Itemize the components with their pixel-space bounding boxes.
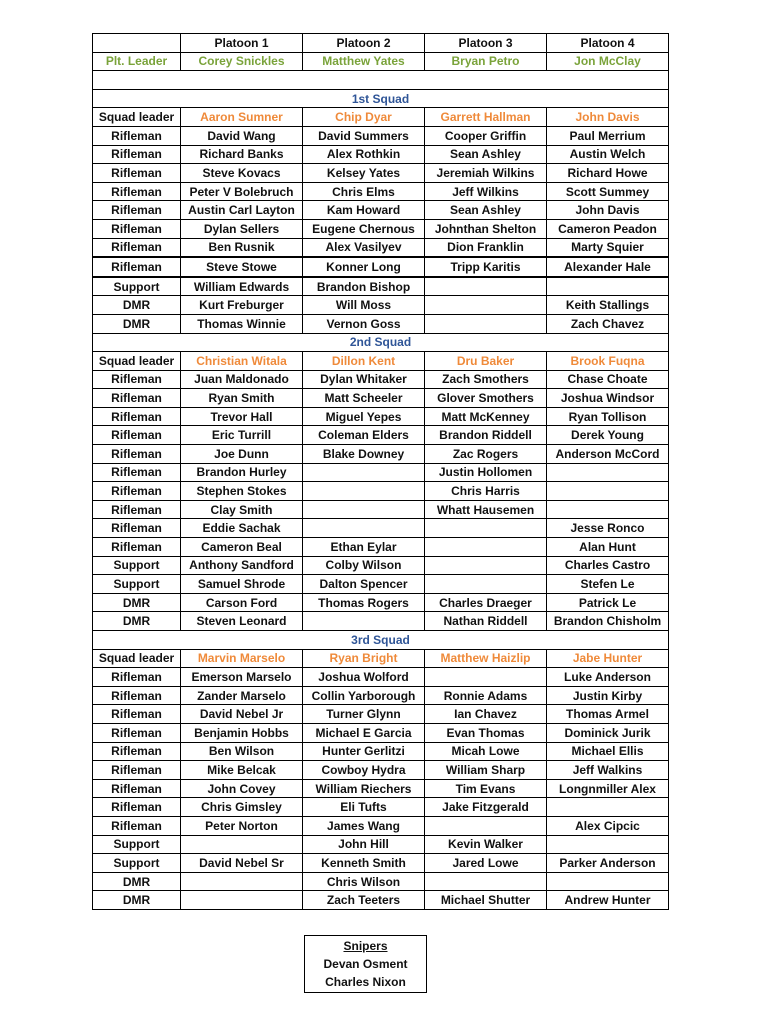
roster-row [93,445,669,464]
roster-row [93,296,669,315]
role-label: DMR [93,296,181,315]
roster-row [93,314,669,333]
member-name: Dalton Spencer [303,575,425,594]
member-name: Joe Dunn [181,445,303,464]
member-name: Joshua Wolford [303,668,425,687]
header-row [93,34,669,53]
member-name: Vernon Goss [303,314,425,333]
member-name: Eli Tufts [303,798,425,817]
role-label: Rifleman [93,126,181,145]
member-name: Marty Squier [547,238,669,257]
member-name [547,463,669,482]
member-name [425,277,547,296]
row-label: Squad leader [93,108,181,127]
member-name: Chris Harris [425,482,547,501]
roster-row [93,538,669,557]
roster-row [93,389,669,408]
member-name: Paul Merrium [547,126,669,145]
snipers-box [304,935,427,993]
role-label: Rifleman [93,164,181,183]
roster-row [93,816,669,835]
platoon-header: Platoon 2 [303,34,425,53]
member-name: John Covey [181,779,303,798]
squad-title-row [93,631,669,650]
member-name: Carson Ford [181,593,303,612]
member-name: Parker Anderson [547,854,669,873]
role-label: Support [93,575,181,594]
member-name: Matt McKenney [425,407,547,426]
member-name: Steven Leonard [181,612,303,631]
role-label: Rifleman [93,426,181,445]
member-name: Cooper Griffin [425,126,547,145]
member-name: Dion Franklin [425,238,547,257]
member-name: Derek Young [547,426,669,445]
squad-title: 3rd Squad [93,631,669,650]
platoon-header: Platoon 3 [425,34,547,53]
roster-row [93,575,669,594]
row-label: Plt. Leader [93,52,181,71]
member-name [303,463,425,482]
member-name [181,835,303,854]
member-name: William Edwards [181,277,303,296]
roster-row [93,519,669,538]
member-name [425,296,547,315]
member-name: Clay Smith [181,500,303,519]
role-label: Support [93,854,181,873]
role-label: Rifleman [93,500,181,519]
member-name [547,798,669,817]
member-name: Evan Thomas [425,723,547,742]
roster-row [93,854,669,873]
member-name [425,538,547,557]
member-name: Anthony Sandford [181,556,303,575]
corner-cell [93,34,181,53]
squad-leader-name: Brook Fuqna [547,352,669,371]
member-name: John Hill [303,835,425,854]
squad-leader-name: Dru Baker [425,352,547,371]
member-name: Tripp Karitis [425,257,547,277]
member-name: Michael Shutter [425,891,547,910]
member-name [303,482,425,501]
member-name: Eugene Chernous [303,219,425,238]
member-name [303,612,425,631]
role-label: Rifleman [93,482,181,501]
member-name: Emerson Marselo [181,668,303,687]
member-name [181,872,303,891]
member-name: David Nebel Jr [181,705,303,724]
roster-row [93,891,669,910]
roster-row [93,593,669,612]
squad-leader-name: Garrett Hallman [425,108,547,127]
member-name: Hunter Gerlitzi [303,742,425,761]
member-name: Peter Norton [181,816,303,835]
member-name: Justin Hollomen [425,463,547,482]
member-name: Chris Elms [303,182,425,201]
role-label: Support [93,835,181,854]
role-label: Rifleman [93,389,181,408]
member-name: Luke Anderson [547,668,669,687]
member-name: Ryan Tollison [547,407,669,426]
roster-row [93,182,669,201]
member-name: Collin Yarborough [303,686,425,705]
roster-row [93,201,669,220]
member-name: Cameron Beal [181,538,303,557]
sniper-name: Charles Nixon [325,975,406,989]
roster-row [93,500,669,519]
member-name: Brandon Chisholm [547,612,669,631]
roster-row [93,872,669,891]
member-name: David Nebel Sr [181,854,303,873]
role-label: Rifleman [93,219,181,238]
member-name: Kenneth Smith [303,854,425,873]
role-label: Rifleman [93,686,181,705]
platoon-header: Platoon 1 [181,34,303,53]
member-name: Alex Cipcic [547,816,669,835]
role-label: Rifleman [93,761,181,780]
member-name: Keith Stallings [547,296,669,315]
member-name [547,500,669,519]
roster-row [93,238,669,257]
member-name: Dylan Whitaker [303,370,425,389]
squad-leader-name: Christian Witala [181,352,303,371]
squad-leader-row [93,649,669,668]
role-label: Rifleman [93,723,181,742]
squad-leader-name: Marvin Marselo [181,649,303,668]
member-name [425,519,547,538]
spacer-row [93,71,669,90]
member-name: David Wang [181,126,303,145]
member-name: Mike Belcak [181,761,303,780]
squad-title-row [93,333,669,352]
member-name: Richard Howe [547,164,669,183]
squad-title: 1st Squad [93,89,669,108]
role-label: Rifleman [93,445,181,464]
member-name: Anderson McCord [547,445,669,464]
squad-leader-name: Jabe Hunter [547,649,669,668]
member-name: Cameron Peadon [547,219,669,238]
member-name [547,482,669,501]
sniper-name: Devan Osment [323,957,408,971]
member-name: Jeff Wilkins [425,182,547,201]
member-name: Zac Rogers [425,445,547,464]
role-label: Rifleman [93,519,181,538]
squad-leader-name: Ryan Bright [303,649,425,668]
role-label: Rifleman [93,370,181,389]
platoon-header: Platoon 4 [547,34,669,53]
member-name: Tim Evans [425,779,547,798]
member-name: Coleman Elders [303,426,425,445]
squad-leader-name: John Davis [547,108,669,127]
member-name: Alex Rothkin [303,145,425,164]
member-name: Steve Kovacs [181,164,303,183]
role-label: DMR [93,891,181,910]
row-label: Squad leader [93,649,181,668]
member-name: Ronnie Adams [425,686,547,705]
member-name: Kam Howard [303,201,425,220]
member-name: Thomas Winnie [181,314,303,333]
member-name [547,872,669,891]
member-name: Peter V Bolebruch [181,182,303,201]
member-name: Konner Long [303,257,425,277]
roster-row [93,145,669,164]
member-name: Will Moss [303,296,425,315]
role-label: Rifleman [93,798,181,817]
member-name: Thomas Armel [547,705,669,724]
role-label: Rifleman [93,816,181,835]
member-name: Dylan Sellers [181,219,303,238]
member-name [303,519,425,538]
member-name: Andrew Hunter [547,891,669,910]
member-name: Austin Welch [547,145,669,164]
snipers-title: Snipers [343,939,388,953]
member-name: Chase Choate [547,370,669,389]
member-name: Matt Scheeler [303,389,425,408]
member-name [547,277,669,296]
member-name [425,872,547,891]
roster-row [93,686,669,705]
roster-row [93,126,669,145]
roster-row [93,612,669,631]
role-label: DMR [93,314,181,333]
member-name: Juan Maldonado [181,370,303,389]
member-name: Brandon Hurley [181,463,303,482]
member-name: Richard Banks [181,145,303,164]
plt-leader-name: Corey Snickles [181,52,303,71]
member-name: Kelsey Yates [303,164,425,183]
member-name [425,575,547,594]
member-name: Jake Fitzgerald [425,798,547,817]
member-name: Sean Ashley [425,201,547,220]
role-label: DMR [93,593,181,612]
member-name: Zach Teeters [303,891,425,910]
roster-row [93,798,669,817]
roster-row [93,426,669,445]
roster-row [93,779,669,798]
plt-leader-name: Jon McClay [547,52,669,71]
roster-row [93,219,669,238]
squad-title: 2nd Squad [93,333,669,352]
squad-leader-name: Aaron Sumner [181,108,303,127]
member-name: Michael E Garcia [303,723,425,742]
member-name: Micah Lowe [425,742,547,761]
plt-leader-name: Bryan Petro [425,52,547,71]
squad-leader-name: Dillon Kent [303,352,425,371]
role-label: DMR [93,872,181,891]
roster-row [93,668,669,687]
member-name: Whatt Hausemen [425,500,547,519]
member-name: Blake Downey [303,445,425,464]
roster-row [93,277,669,296]
member-name [425,668,547,687]
member-name: Jesse Ronco [547,519,669,538]
row-label: Squad leader [93,352,181,371]
roster-row [93,556,669,575]
member-name: Turner Glynn [303,705,425,724]
plt-leader-name: Matthew Yates [303,52,425,71]
member-name: Patrick Le [547,593,669,612]
role-label: Rifleman [93,779,181,798]
member-name: Joshua Windsor [547,389,669,408]
member-name: James Wang [303,816,425,835]
member-name: Chris Gimsley [181,798,303,817]
member-name: Zach Chavez [547,314,669,333]
member-name: Miguel Yepes [303,407,425,426]
roster-row [93,164,669,183]
role-label: Rifleman [93,538,181,557]
roster-row [93,705,669,724]
member-name: Ben Rusnik [181,238,303,257]
member-name: Steve Stowe [181,257,303,277]
member-name: Alex Vasilyev [303,238,425,257]
squad-leader-row [93,352,669,371]
member-name: Jared Lowe [425,854,547,873]
roster-row [93,463,669,482]
role-label: Rifleman [93,201,181,220]
member-name: William Riechers [303,779,425,798]
roster-row [93,482,669,501]
role-label: Rifleman [93,182,181,201]
member-name: Zander Marselo [181,686,303,705]
member-name: Charles Castro [547,556,669,575]
member-name: Longnmiller Alex [547,779,669,798]
member-name: Stephen Stokes [181,482,303,501]
role-label: Rifleman [93,257,181,277]
roster-row [93,742,669,761]
member-name: Ben Wilson [181,742,303,761]
member-name: Brandon Bishop [303,277,425,296]
role-label: Rifleman [93,145,181,164]
roster-row [93,257,669,277]
squad-leader-name: Matthew Haizlip [425,649,547,668]
role-label: Support [93,556,181,575]
role-label: Rifleman [93,407,181,426]
member-name: Justin Kirby [547,686,669,705]
member-name: William Sharp [425,761,547,780]
member-name [181,891,303,910]
squad-leader-name: Chip Dyar [303,108,425,127]
role-label: Rifleman [93,463,181,482]
member-name: Kurt Freburger [181,296,303,315]
role-label: Rifleman [93,742,181,761]
roster-row [93,761,669,780]
roster-row [93,407,669,426]
role-label: DMR [93,612,181,631]
member-name [547,835,669,854]
member-name: Eric Turrill [181,426,303,445]
member-name: Benjamin Hobbs [181,723,303,742]
member-name: Ethan Eylar [303,538,425,557]
member-name: Alan Hunt [547,538,669,557]
member-name [425,556,547,575]
roster-row [93,835,669,854]
member-name: Colby Wilson [303,556,425,575]
member-name: Ryan Smith [181,389,303,408]
role-label: Rifleman [93,238,181,257]
member-name: Dominick Jurik [547,723,669,742]
member-name: Trevor Hall [181,407,303,426]
platoon-roster-table [92,33,669,910]
member-name: Austin Carl Layton [181,201,303,220]
spacer-cell [93,71,669,90]
member-name: Charles Draeger [425,593,547,612]
member-name: Stefen Le [547,575,669,594]
member-name: Michael Ellis [547,742,669,761]
member-name [303,500,425,519]
member-name: Brandon Riddell [425,426,547,445]
member-name: Kevin Walker [425,835,547,854]
role-label: Rifleman [93,668,181,687]
member-name: Alexander Hale [547,257,669,277]
member-name: Chris Wilson [303,872,425,891]
squad-leader-row [93,108,669,127]
roster-row [93,370,669,389]
member-name [425,816,547,835]
squad-title-row [93,89,669,108]
member-name: John Davis [547,201,669,220]
member-name: Cowboy Hydra [303,761,425,780]
role-label: Support [93,277,181,296]
member-name: Sean Ashley [425,145,547,164]
member-name: Samuel Shrode [181,575,303,594]
member-name: Johnthan Shelton [425,219,547,238]
member-name [425,314,547,333]
member-name: Jeff Walkins [547,761,669,780]
member-name: Scott Summey [547,182,669,201]
member-name: Glover Smothers [425,389,547,408]
member-name: Nathan Riddell [425,612,547,631]
roster-row [93,723,669,742]
member-name: David Summers [303,126,425,145]
role-label: Rifleman [93,705,181,724]
member-name: Zach Smothers [425,370,547,389]
member-name: Ian Chavez [425,705,547,724]
member-name: Eddie Sachak [181,519,303,538]
member-name: Jeremiah Wilkins [425,164,547,183]
member-name: Thomas Rogers [303,593,425,612]
plt-leader-row [93,52,669,71]
